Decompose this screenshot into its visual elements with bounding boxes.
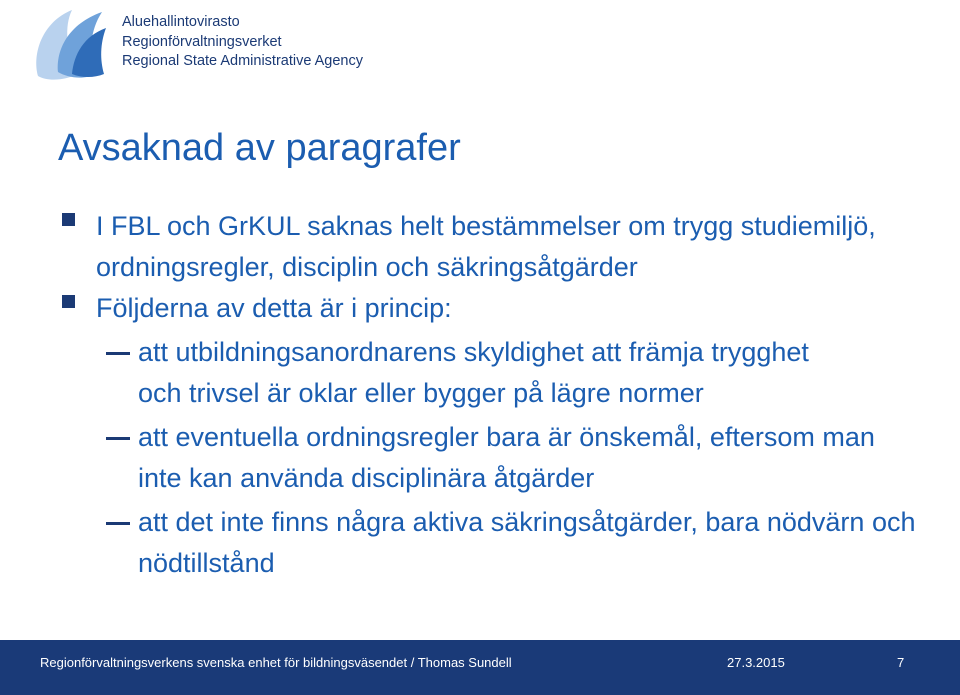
- sub-bullet-item: [62, 502, 918, 584]
- agency-logo-icon: [28, 4, 110, 84]
- bullet-item: [62, 288, 942, 329]
- slide-title: Avsaknad av paragrafer: [58, 127, 461, 169]
- sub-bullet-item: [62, 417, 898, 499]
- sub-bullet-item: [62, 332, 838, 414]
- dash-bullet-icon: [106, 437, 130, 440]
- square-bullet-icon: [62, 295, 75, 308]
- footer-author: Regionförvaltningsverkens svenska enhet för bildningsväsendet / Thomas Sundell: [40, 655, 512, 670]
- sub-bullet-text: att utbildningsanordnarens skyldighet att främja trygghet och trivsel är oklar eller bygger på lägre normer: [138, 337, 809, 408]
- bullet-text: I FBL och GrKUL saknas helt bestämmelser om trygg studiemiljö, ordningsregler, disciplin och säkringsåtgärder: [96, 211, 876, 282]
- dash-bullet-icon: [106, 522, 130, 525]
- org-name-english: Regional State Administrative Agency: [122, 53, 363, 69]
- sub-bullet-text: att eventuella ordningsregler bara är önskemål, eftersom man inte kan använda disciplinära åtgärder: [138, 422, 875, 493]
- footer-bar: [0, 640, 960, 695]
- dash-bullet-icon: [106, 352, 130, 355]
- footer-date: 27.3.2015: [727, 655, 785, 670]
- page-number: 7: [897, 655, 905, 670]
- organization-name: [122, 13, 363, 72]
- bullet-item: [62, 206, 916, 288]
- square-bullet-icon: [62, 213, 75, 226]
- org-name-finnish: Aluehallintovirasto: [122, 14, 240, 30]
- bullet-text: Följderna av detta är i princip:: [96, 293, 452, 323]
- slide-content: [62, 206, 942, 584]
- org-name-swedish: Regionförvaltningsverket: [122, 33, 282, 50]
- sub-bullet-text: att det inte finns några aktiva säkringsåtgärder, bara nödvärn och nödtillstånd: [138, 507, 916, 578]
